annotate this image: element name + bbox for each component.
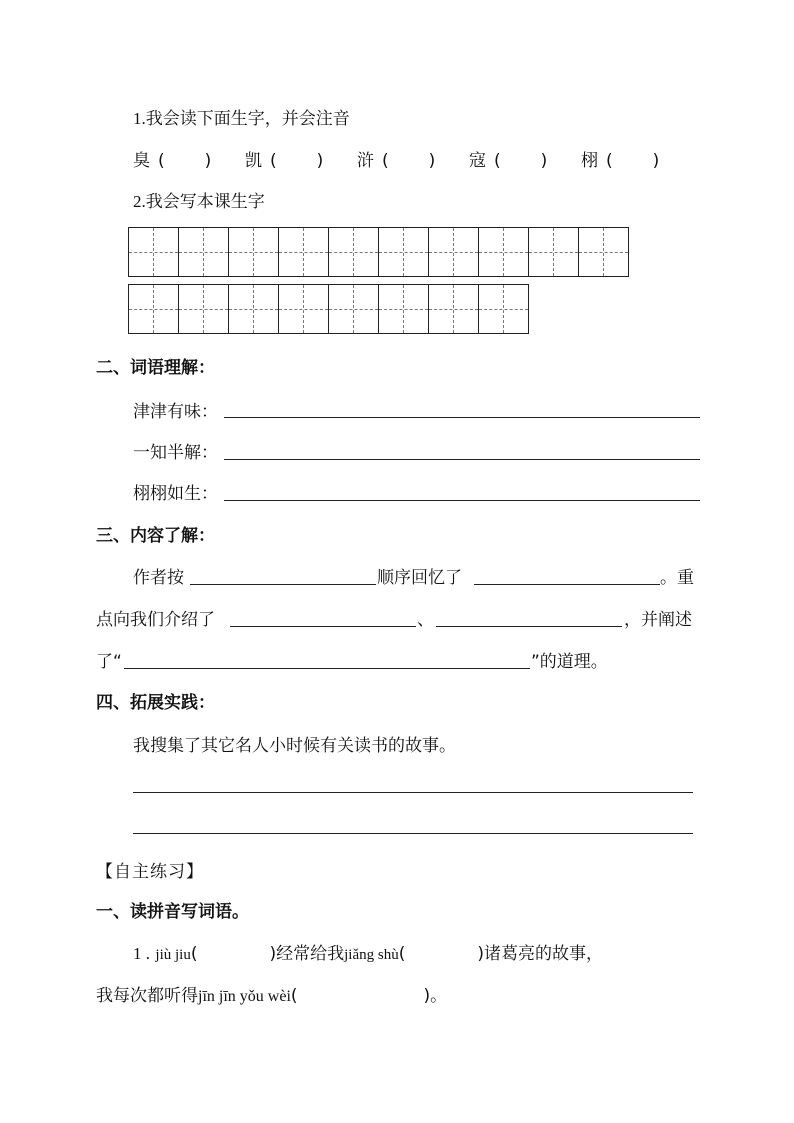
pinyin-row [133, 146, 211, 171]
question-2 [133, 187, 265, 212]
reason-answer-line[interactable] [124, 668, 530, 669]
writing-cell[interactable] [329, 227, 379, 277]
section-4-prompt: 我搜集了其它名人小时候有关读书的故事。 [133, 736, 456, 756]
practice-line-2: 我每次都听得jīn jīn yǒu wèi( )。 [96, 986, 448, 1006]
paren-open: ( [382, 151, 389, 171]
writing-cell[interactable] [479, 227, 529, 277]
term-1-answer-line[interactable] [224, 417, 700, 418]
practice-line-1: 1 . jiù jiu( )经常给我jiǎng shù( )诸葛亮的故事， [133, 944, 603, 964]
recall-answer-line[interactable] [474, 584, 660, 585]
writing-cell[interactable] [179, 284, 229, 334]
writing-cell[interactable] [129, 227, 179, 277]
pinyin-item-5 [581, 146, 659, 171]
practice-text-2: 诸葛亮的故事， [483, 944, 603, 964]
pinyin-jiangshu: jiǎng shù [344, 947, 399, 963]
content-line-1-mid: 顺序回忆了 [377, 568, 462, 588]
writing-cell[interactable] [229, 227, 279, 277]
writing-cell[interactable] [279, 284, 329, 334]
writing-cell[interactable] [529, 227, 579, 277]
question-2-text: 我会写本课生字 [145, 192, 265, 212]
practice-text-4: 。 [430, 986, 448, 1006]
term-2-answer-line[interactable] [224, 459, 700, 460]
term-1: 津津有味： [133, 402, 218, 422]
content-line-2-end: ，并阐述 [624, 610, 692, 630]
content-line-2-sep: 、 [417, 610, 434, 630]
question-1-text: 我会读下面生字，并会注音 [145, 109, 350, 129]
practice-text-3: 我每次都听得 [96, 986, 198, 1006]
term-2: 一知半解： [133, 443, 218, 463]
paren-close: ) [652, 151, 660, 171]
char-4: 寇 [469, 151, 486, 171]
practice-heading: 一、读拼音写词语。 [96, 902, 249, 922]
paren-close: ) [316, 151, 324, 171]
writing-cell[interactable] [229, 284, 279, 334]
paren-open: ( [270, 151, 277, 171]
char-3: 浒 [357, 151, 374, 171]
content-line-1-start: 作者按 [133, 568, 184, 588]
paren-close: ) [204, 151, 212, 171]
char-1: 臭 [133, 151, 150, 171]
writing-cell[interactable] [329, 284, 379, 334]
pinyin-item-3 [357, 146, 435, 171]
paren-close: ) [540, 151, 548, 171]
question-1 [133, 104, 350, 129]
pinyin-jinjinyouwei: jīn jīn yǒu wèi [198, 988, 291, 1005]
story-answer-line-2[interactable] [133, 833, 693, 834]
writing-cell[interactable] [579, 227, 629, 277]
section-2-heading: 二、词语理解： [96, 358, 215, 378]
content-line-2-start: 点向我们介绍了 [96, 610, 215, 630]
writing-cell[interactable] [429, 227, 479, 277]
paren-open: ( [494, 151, 501, 171]
introduce-answer-line-2[interactable] [436, 626, 622, 627]
pinyin-item-4 [469, 146, 547, 171]
paren-open: ( [158, 151, 165, 171]
char-5: 栩 [581, 151, 598, 171]
section-3-heading: 三、内容了解： [96, 526, 215, 546]
content-line-3-start: 了“ [96, 652, 122, 672]
writing-cell[interactable] [479, 284, 529, 334]
writing-cell[interactable] [179, 227, 229, 277]
order-answer-line[interactable] [190, 584, 376, 585]
pinyin-item-2 [245, 146, 323, 171]
item-number: 1 . [133, 944, 150, 963]
writing-cell[interactable] [429, 284, 479, 334]
story-answer-line-1[interactable] [133, 792, 693, 793]
pinyin-jiujiu: jiù jiu [155, 947, 191, 963]
question-1-number: 1. [133, 109, 146, 128]
introduce-answer-line-1[interactable] [230, 626, 416, 627]
practice-text-1: 经常给我 [276, 944, 345, 964]
writing-cell[interactable] [379, 284, 429, 334]
content-line-3-end: ”的道理。 [531, 652, 608, 672]
paren-close: ) [428, 151, 436, 171]
paren-open: ( [606, 151, 613, 171]
writing-cell[interactable] [129, 284, 179, 334]
char-2: 凯 [245, 151, 262, 171]
writing-grid-row-1 [128, 227, 629, 277]
writing-cell[interactable] [279, 227, 329, 277]
content-line-1-end: 。重 [660, 568, 694, 588]
section-4-heading: 四、拓展实践： [96, 693, 215, 713]
practice-title: 【自主练习】 [96, 862, 204, 882]
question-2-number: 2. [133, 192, 146, 211]
writing-cell[interactable] [379, 227, 429, 277]
term-3: 栩栩如生： [133, 484, 218, 504]
term-3-answer-line[interactable] [224, 500, 700, 501]
writing-grid-row-2 [128, 284, 529, 334]
